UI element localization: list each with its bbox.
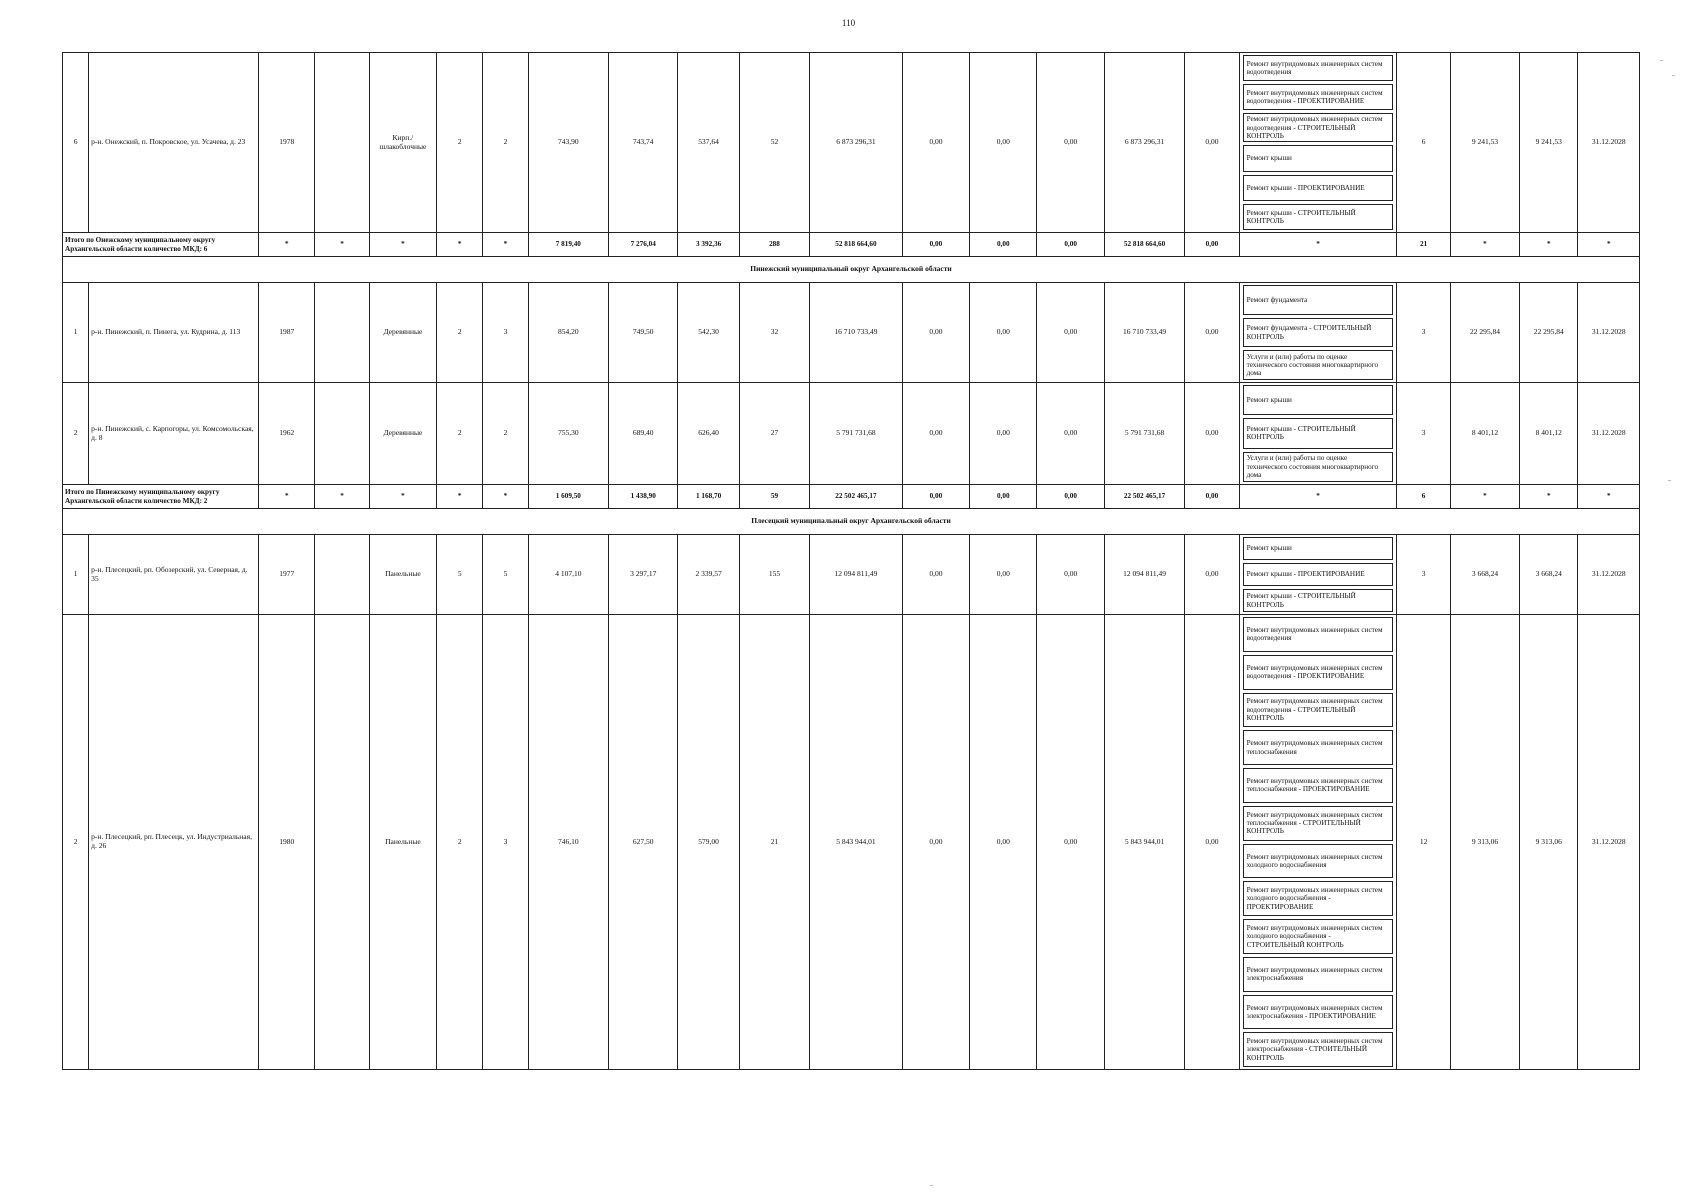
- cell-num: 6: [63, 53, 89, 233]
- cell-entrances: 2: [483, 383, 528, 485]
- section-header-row: [63, 257, 1640, 283]
- cell-private-area: 537,64: [678, 53, 739, 233]
- cell-fund-other: 0,00: [1185, 485, 1239, 509]
- cell-deadline: *: [1578, 485, 1640, 509]
- cell-fund-owners: 12 094 811,49: [1104, 535, 1184, 615]
- cell-living-area: 7 276,04: [609, 233, 678, 257]
- cell-num: 1: [63, 283, 89, 383]
- work-item: Ремонт крыши - СТРОИТЕЛЬНЫЙ КОНТРОЛЬ: [1243, 418, 1394, 448]
- cell-wall-material: Панельные: [369, 535, 436, 615]
- works-list: [1240, 53, 1397, 231]
- cell-fund-federal: 0,00: [902, 283, 969, 383]
- cell-fund-federal: 0,00: [902, 53, 969, 233]
- total-row: [63, 485, 1640, 509]
- cell-residents: 59: [739, 485, 809, 509]
- cell-living-area: 749,50: [609, 283, 678, 383]
- cell-works-count: 3: [1397, 535, 1450, 615]
- cell-floors: *: [437, 485, 483, 509]
- works-list: [1240, 535, 1397, 613]
- cell-entrances: 3: [483, 615, 528, 1070]
- work-item: Ремонт фундамента - СТРОИТЕЛЬНЫЙ КОНТРОЛЬ: [1243, 318, 1394, 348]
- cell-cost-total: 5 791 731,68: [810, 383, 903, 485]
- cell-year-renovation: [315, 53, 369, 233]
- cell-address: р-н. Онежский, п. Покровское, ул. Усачева, д. 23: [89, 53, 259, 233]
- work-item: Ремонт крыши - ПРОЕКТИРОВАНИЕ: [1243, 563, 1394, 586]
- cell-num: 2: [63, 383, 89, 485]
- cell-residents: 27: [739, 383, 809, 485]
- cell-fund-other: 0,00: [1185, 535, 1239, 615]
- cell-total-area: 4 107,10: [528, 535, 608, 615]
- cell-floors: 2: [437, 383, 483, 485]
- table-row: [63, 383, 1640, 485]
- cell-address: р-н. Плесецкий, рп. Плесецк, ул. Индустриальная, д. 26: [89, 615, 259, 1070]
- works-list: [1240, 383, 1397, 483]
- cell-fund-federal: 0,00: [902, 485, 969, 509]
- cell-address: р-н. Плесецкий, рп. Обозерский, ул. Северная, д. 35: [89, 535, 259, 615]
- cell-works: *: [1239, 233, 1397, 257]
- cell-unit-cost-limit: 22 295,84: [1520, 283, 1578, 383]
- work-item: Ремонт крыши - СТРОИТЕЛЬНЫЙ КОНТРОЛЬ: [1243, 204, 1394, 230]
- cell-works: *: [1239, 485, 1397, 509]
- work-item: Ремонт внутридомовых инженерных систем водоотведения: [1243, 55, 1394, 81]
- work-item: Услуги и (или) работы по оценке технического состояния многоквартирного дома: [1243, 452, 1394, 482]
- cell-living-area: 743,74: [609, 53, 678, 233]
- cell-fund-owners: 52 818 664,60: [1104, 233, 1184, 257]
- cell-unit-cost-limit: 9 241,53: [1520, 53, 1578, 233]
- cell-fund-local: 0,00: [1037, 485, 1104, 509]
- cell-year-built: 1978: [259, 53, 315, 233]
- section-title: Пинежский муниципальный округ Архангельской области: [63, 257, 1640, 283]
- cell-deadline: 31.12.2028: [1578, 53, 1640, 233]
- cell-private-area: 626,40: [678, 383, 739, 485]
- cell-unit-cost-limit: 8 401,12: [1520, 383, 1578, 485]
- work-item: Ремонт внутридомовых инженерных систем водоотведения - СТРОИТЕЛЬНЫЙ КОНТРОЛЬ: [1243, 113, 1394, 142]
- cell-unit-cost: *: [1450, 233, 1519, 257]
- page-number: 110: [841, 18, 856, 28]
- cell-private-area: 1 168,70: [678, 485, 739, 509]
- scan-speck: [1660, 60, 1663, 61]
- cell-works-count: 6: [1397, 53, 1450, 233]
- cell-fund-other: 0,00: [1185, 383, 1239, 485]
- work-item: Ремонт крыши - СТРОИТЕЛЬНЫЙ КОНТРОЛЬ: [1243, 589, 1394, 612]
- cell-fund-regional: 0,00: [970, 615, 1037, 1070]
- housing-repair-table: [62, 52, 1640, 1070]
- scan-speck: [930, 1185, 933, 1186]
- cell-unit-cost: 9 241,53: [1450, 53, 1519, 233]
- cell-fund-local: 0,00: [1037, 535, 1104, 615]
- cell-private-area: 579,00: [678, 615, 739, 1070]
- cell-cost-total: 6 873 296,31: [810, 53, 903, 233]
- cell-floors: 2: [437, 283, 483, 383]
- cell-unit-cost-limit: *: [1520, 233, 1578, 257]
- cell-living-area: 1 438,90: [609, 485, 678, 509]
- cell-total-area: 854,20: [528, 283, 608, 383]
- cell-private-area: 542,30: [678, 283, 739, 383]
- cell-fund-local: 0,00: [1037, 233, 1104, 257]
- cell-works-count: 21: [1397, 233, 1450, 257]
- cell-entrances: 2: [483, 53, 528, 233]
- cell-fund-other: 0,00: [1185, 283, 1239, 383]
- cell-address: р-н. Пинежский, п. Пинега, ул. Кудрина, д. 113: [89, 283, 259, 383]
- work-item: Ремонт внутридомовых инженерных систем холодного водоснабжения - ПРОЕКТИРОВАНИЕ: [1243, 881, 1394, 916]
- work-item: Ремонт внутридомовых инженерных систем водоотведения - СТРОИТЕЛЬНЫЙ КОНТРОЛЬ: [1243, 693, 1394, 728]
- cell-fund-owners: 5 791 731,68: [1104, 383, 1184, 485]
- cell-wall-material: *: [369, 485, 436, 509]
- cell-floors: 2: [437, 615, 483, 1070]
- table-row: [63, 615, 1640, 1070]
- cell-residents: 288: [739, 233, 809, 257]
- cell-cost-total: 12 094 811,49: [810, 535, 903, 615]
- table-row: [63, 53, 1640, 233]
- cell-year-built: *: [259, 485, 315, 509]
- scan-speck: [1668, 480, 1671, 481]
- cell-year-built: 1962: [259, 383, 315, 485]
- work-item: Ремонт крыши - ПРОЕКТИРОВАНИЕ: [1243, 175, 1394, 201]
- work-item: Ремонт внутридомовых инженерных систем электроснабжения - ПРОЕКТИРОВАНИЕ: [1243, 995, 1394, 1030]
- work-item: Ремонт внутридомовых инженерных систем водоотведения: [1243, 617, 1394, 652]
- works-list: [1240, 283, 1397, 381]
- work-item: Ремонт внутридомовых инженерных систем электроснабжения - СТРОИТЕЛЬНЫЙ КОНТРОЛЬ: [1243, 1032, 1394, 1067]
- work-item: Ремонт внутридомовых инженерных систем холодного водоснабжения: [1243, 844, 1394, 879]
- cell-works-count: 3: [1397, 283, 1450, 383]
- work-item: Ремонт внутридомовых инженерных систем холодного водоснабжения - СТРОИТЕЛЬНЫЙ КОНТРОЛЬ: [1243, 919, 1394, 954]
- cell-year-renovation: *: [315, 485, 369, 509]
- cell-cost-total: 22 502 465,17: [810, 485, 903, 509]
- cell-num: 1: [63, 535, 89, 615]
- cell-works-count: 3: [1397, 383, 1450, 485]
- cell-entrances: 3: [483, 283, 528, 383]
- section-header-row: [63, 509, 1640, 535]
- cell-unit-cost: 9 313,06: [1450, 615, 1519, 1070]
- cell-wall-material: Панельные: [369, 615, 436, 1070]
- cell-fund-regional: 0,00: [970, 283, 1037, 383]
- work-item: Ремонт крыши: [1243, 537, 1394, 560]
- cell-year-renovation: *: [315, 233, 369, 257]
- cell-fund-local: 0,00: [1037, 53, 1104, 233]
- cell-fund-federal: 0,00: [902, 383, 969, 485]
- work-item: Ремонт внутридомовых инженерных систем теплоснабжения - СТРОИТЕЛЬНЫЙ КОНТРОЛЬ: [1243, 806, 1394, 841]
- cell-fund-regional: 0,00: [970, 53, 1037, 233]
- cell-fund-owners: 5 843 944,01: [1104, 615, 1184, 1070]
- cell-entrances: *: [483, 233, 528, 257]
- cell-fund-regional: 0,00: [970, 233, 1037, 257]
- cell-cost-total: 16 710 733,49: [810, 283, 903, 383]
- cell-works: [1239, 535, 1397, 615]
- work-item: Ремонт крыши: [1243, 145, 1394, 171]
- cell-deadline: 31.12.2028: [1578, 615, 1640, 1070]
- cell-entrances: 5: [483, 535, 528, 615]
- cell-residents: 52: [739, 53, 809, 233]
- cell-deadline: 31.12.2028: [1578, 535, 1640, 615]
- cell-total-area: 755,30: [528, 383, 608, 485]
- cell-fund-federal: 0,00: [902, 535, 969, 615]
- cell-year-built: 1977: [259, 535, 315, 615]
- cell-num: 2: [63, 615, 89, 1070]
- work-item: Ремонт внутридомовых инженерных систем электроснабжения: [1243, 957, 1394, 992]
- cell-works-count: 12: [1397, 615, 1450, 1070]
- cell-cost-total: 52 818 664,60: [810, 233, 903, 257]
- cell-works: [1239, 615, 1397, 1070]
- cell-fund-regional: 0,00: [970, 383, 1037, 485]
- total-label: Итого по Онежскому муниципальному округу Архангельской области количество МКД: 6: [63, 233, 259, 257]
- cell-unit-cost-limit: 3 668,24: [1520, 535, 1578, 615]
- cell-wall-material: *: [369, 233, 436, 257]
- cell-private-area: 2 339,57: [678, 535, 739, 615]
- work-item: Ремонт внутридомовых инженерных систем водоотведения - ПРОЕКТИРОВАНИЕ: [1243, 84, 1394, 110]
- table-row: [63, 283, 1640, 383]
- work-item: Ремонт внутридомовых инженерных систем водоотведения - ПРОЕКТИРОВАНИЕ: [1243, 655, 1394, 690]
- cell-fund-owners: 6 873 296,31: [1104, 53, 1184, 233]
- cell-fund-owners: 22 502 465,17: [1104, 485, 1184, 509]
- total-label: Итого по Пинежскому муниципальному округу Архангельской области количество МКД: 2: [63, 485, 259, 509]
- cell-year-built: 1987: [259, 283, 315, 383]
- cell-total-area: 743,90: [528, 53, 608, 233]
- cell-deadline: 31.12.2028: [1578, 283, 1640, 383]
- cell-unit-cost: 22 295,84: [1450, 283, 1519, 383]
- cell-fund-local: 0,00: [1037, 383, 1104, 485]
- cell-fund-local: 0,00: [1037, 615, 1104, 1070]
- cell-unit-cost-limit: 9 313,06: [1520, 615, 1578, 1070]
- cell-year-built: 1980: [259, 615, 315, 1070]
- cell-fund-regional: 0,00: [970, 535, 1037, 615]
- work-item: Ремонт фундамента: [1243, 285, 1394, 315]
- cell-residents: 155: [739, 535, 809, 615]
- cell-unit-cost-limit: *: [1520, 485, 1578, 509]
- section-title: Плесецкий муниципальный округ Архангельской области: [63, 509, 1640, 535]
- table-row: [63, 535, 1640, 615]
- cell-unit-cost: 3 668,24: [1450, 535, 1519, 615]
- cell-deadline: 31.12.2028: [1578, 383, 1640, 485]
- cell-living-area: 689,40: [609, 383, 678, 485]
- cell-works: [1239, 383, 1397, 485]
- cell-works: [1239, 53, 1397, 233]
- cell-living-area: 627,50: [609, 615, 678, 1070]
- total-row: [63, 233, 1640, 257]
- cell-wall-material: Деревянные: [369, 283, 436, 383]
- cell-private-area: 3 392,36: [678, 233, 739, 257]
- cell-floors: 5: [437, 535, 483, 615]
- cell-fund-owners: 16 710 733,49: [1104, 283, 1184, 383]
- cell-fund-local: 0,00: [1037, 283, 1104, 383]
- works-list: [1240, 615, 1397, 1068]
- cell-residents: 21: [739, 615, 809, 1070]
- cell-fund-other: 0,00: [1185, 615, 1239, 1070]
- cell-unit-cost: *: [1450, 485, 1519, 509]
- work-item: Ремонт внутридомовых инженерных систем теплоснабжения: [1243, 730, 1394, 765]
- cell-works: [1239, 283, 1397, 383]
- cell-floors: 2: [437, 53, 483, 233]
- cell-unit-cost: 8 401,12: [1450, 383, 1519, 485]
- cell-wall-material: Деревянные: [369, 383, 436, 485]
- cell-residents: 32: [739, 283, 809, 383]
- cell-total-area: 746,10: [528, 615, 608, 1070]
- cell-total-area: 1 609,50: [528, 485, 608, 509]
- cell-fund-federal: 0,00: [902, 615, 969, 1070]
- cell-entrances: *: [483, 485, 528, 509]
- cell-fund-other: 0,00: [1185, 53, 1239, 233]
- work-item: Ремонт крыши: [1243, 385, 1394, 415]
- cell-wall-material: Кирп./шлакоблочные: [369, 53, 436, 233]
- scan-speck: [1672, 75, 1675, 76]
- cell-year-built: *: [259, 233, 315, 257]
- cell-fund-regional: 0,00: [970, 485, 1037, 509]
- work-item: Услуги и (или) работы по оценке технического состояния многоквартирного дома: [1243, 350, 1394, 380]
- work-item: Ремонт внутридомовых инженерных систем теплоснабжения - ПРОЕКТИРОВАНИЕ: [1243, 768, 1394, 803]
- cell-year-renovation: [315, 535, 369, 615]
- cell-floors: *: [437, 233, 483, 257]
- cell-address: р-н. Пинежский, с. Карпогоры, ул. Комсомольская, д. 8: [89, 383, 259, 485]
- cell-fund-other: 0,00: [1185, 233, 1239, 257]
- cell-deadline: *: [1578, 233, 1640, 257]
- cell-year-renovation: [315, 615, 369, 1070]
- cell-year-renovation: [315, 283, 369, 383]
- cell-works-count: 6: [1397, 485, 1450, 509]
- cell-total-area: 7 819,40: [528, 233, 608, 257]
- cell-fund-federal: 0,00: [902, 233, 969, 257]
- cell-cost-total: 5 843 944,01: [810, 615, 903, 1070]
- cell-year-renovation: [315, 383, 369, 485]
- cell-living-area: 3 297,17: [609, 535, 678, 615]
